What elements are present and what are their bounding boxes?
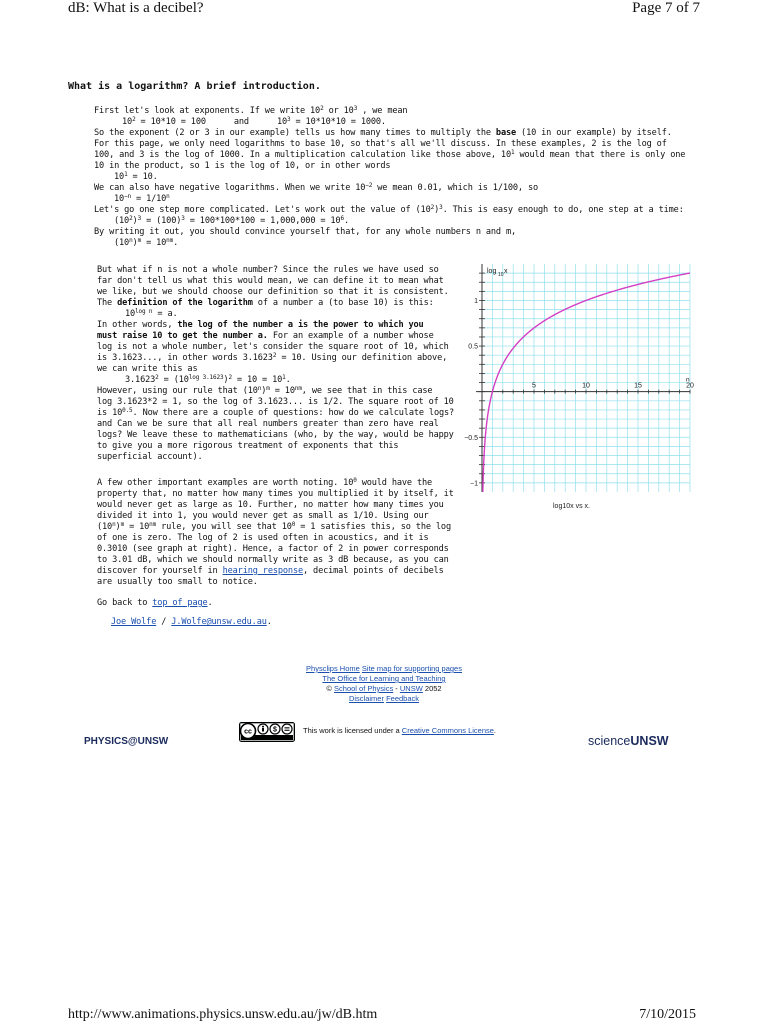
feedback-link[interactable]: Feedback <box>386 694 420 703</box>
y-axis-label: log <box>487 268 497 275</box>
top-of-page-link[interactable]: top of page <box>152 598 208 608</box>
section-heading: What is a logarithm? A brief introduction. <box>68 81 321 92</box>
footer-links: Physclips Home Site map for supporting pages The Office for Learning and Teaching © School of Physics - UNSW 2052 Disclaimer Feedback <box>306 664 462 703</box>
page-number: Page 7 of 7 <box>632 0 700 16</box>
y-axis-label-subscript: 10 <box>498 272 504 278</box>
examples-text: A few other important examples are worth noting. $10^0$ would have the property that, no matter how many times you multiplied it by itself, it would never get as large as 10. Further, no matter how many times you divided it into 1, you would never get as small as 1/10. Using our $(10^n)^m = 10^{nm}$ rule, you will see that $10^0 = 1$ satisfies this, so the log of one is zero. The log of 2 is used often in acoustics, and it is 0.3010 (see graph at right). Hence, a factor of 2 in power corresponds to 3.01 dB, which we should normally write as 3 dB because, as you can discover for yourself in hearing response, decimal points of decibels are usually too small to notice. <box>97 477 454 587</box>
x-tick-label: 20 <box>686 382 694 390</box>
definition-text: But what if n is not a whole number? Since the rules we have used so far don't tell us what this would mean, we can define it to mean what we like, but we should choose our definition so that it is consistent. The definition of the logarithm of a number a (to base 10) is this: $10^{log n} = a$. In other words, the log of the number a is the power to which you must raise 10 to get the number a. For an example of a number whose log is not a whole number, let's consider the square root of 10, which is 3.1623..., in other words $3.1623^2 = 10$. Using our definition above, we can write this as $3.1623^2 = (10^{log 3.1623})^2 = 10 = 10^1$. However, using our rule that $(10^n)^m = 10^{nm}$, we see that in this case log 3.1623*2 = 1, so the log of 3.1623... is 1/2. The square root of 10 is $10^{0.5}$. Now there are a couple of questions: how do we calculate logs? and Can we be sure that all real numbers greater than zero have real logs? We leave these to mathematicians (who, by the way, would be happy to give you a more rigorous treatment of exponents that this superficial account). <box>97 265 455 462</box>
unsw-link[interactable]: UNSW <box>399 684 423 693</box>
intro-line: First let's look at exponents. If we write $10^2$ or $10^3$ , we mean <box>94 105 408 116</box>
log-graph <box>462 262 698 514</box>
y-tick-label: −0.5 <box>464 434 478 442</box>
y-axis-label-variable: x <box>504 268 508 275</box>
intro-line: 100, and 3 is the log of 1000. In a multiplication calculation like those above, $10^1$ would mean that there is only one <box>94 149 686 160</box>
intro-text <box>94 106 685 249</box>
equation-line: $10^{-n} = 1/10^n$ <box>114 193 170 204</box>
disclaimer-link[interactable]: Disclaimer <box>348 694 384 703</box>
page-header-title: dB: What is a decibel? <box>68 0 204 16</box>
x-axis-label: n <box>686 376 690 384</box>
svg-text:$: $ <box>273 726 277 734</box>
go-back-line: Go back to top of page. <box>97 598 213 608</box>
x-tick-label: 10 <box>582 382 590 390</box>
site-map-link[interactable]: Site map for supporting pages <box>361 664 462 673</box>
physics-unsw-logo: PHYSICS@UNSW <box>84 736 169 747</box>
intro-line: By writing it out, you should convince yourself that, for any whole numbers n and m, <box>94 227 517 237</box>
intro-line: We can also have negative logarithms. When we write $10^{-2}$ we mean 0.01, which is 1/100, so <box>94 182 539 193</box>
science-unsw-logo: scienceUNSW <box>588 734 669 748</box>
y-tick-label: 1 <box>474 297 478 305</box>
intro-line: For this page, we only need logarithms to base 10, so that's all we'll discuss. In these examples, 2 is the log of <box>94 139 667 149</box>
school-of-physics-link[interactable]: School of Physics <box>334 684 394 693</box>
hearing-response-link[interactable]: hearing response <box>222 566 303 576</box>
equation-line: $10^1 = 10$. <box>114 171 158 182</box>
author-link[interactable]: Joe Wolfe <box>111 617 157 627</box>
equation-line: $(10^n)^m = 10^{nm}$. <box>114 237 179 248</box>
license-text: This work is licensed under a Creative Commons License. <box>303 726 497 735</box>
equation-line: $(10^2)^3 = (100)^3 = 100*100*100 = 1,000,000 = 10^6$. <box>114 215 349 226</box>
intro-line: Let's go one step more complicated. Let's work out the value of $(10^2)^3$. This is easy enough to do, one step at a time: <box>94 204 684 215</box>
page-footer-date: 7/10/2015 <box>639 1007 696 1022</box>
x-tick-label: 15 <box>634 382 642 390</box>
x-tick-label: 5 <box>532 382 536 390</box>
physclips-home-link[interactable]: Physclips Home <box>306 664 360 673</box>
office-link[interactable]: The Office for Learning and Teaching <box>322 674 446 683</box>
creative-commons-badge-icon[interactable] <box>239 722 295 742</box>
svg-text:cc: cc <box>244 728 252 736</box>
author-email-link[interactable]: J.Wolfe@unsw.edu.au <box>171 617 267 627</box>
y-tick-label: 0.5 <box>468 343 478 351</box>
y-tick-label: −1 <box>470 480 478 488</box>
page-footer-url: http://www.animations.physics.unsw.edu.au/jw/dB.htm <box>68 1007 378 1022</box>
intro-line: 10 in the product, so 1 is the log of 10, or in other words <box>94 161 391 171</box>
intro-line: So the exponent (2 or 3 in our example) tells us how many times to multiply the base (10 in our example) by itself. <box>94 128 672 138</box>
author-line: Joe Wolfe / J.Wolfe@unsw.edu.au. <box>111 617 272 627</box>
equation-line: $10^2 = 10*10 = 100$ and $10^3 = 10*10*10 = 1000$. <box>122 116 386 127</box>
creative-commons-link[interactable]: Creative Commons License <box>401 726 494 735</box>
chart-caption: log10x vs x. <box>553 503 590 510</box>
